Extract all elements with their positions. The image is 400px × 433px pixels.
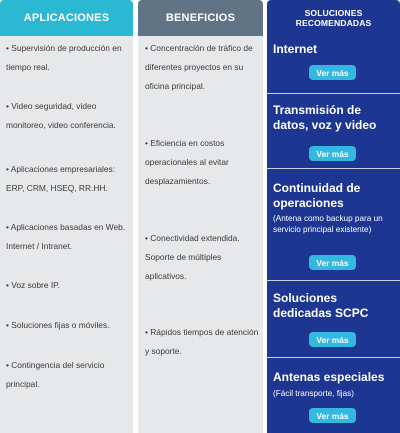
aplicaciones-item: • Video seguridad, video monitoreo, video conferencia.	[6, 101, 116, 130]
aplicaciones-item: • Contingencia del servicio principal.	[6, 360, 105, 389]
aplicaciones-item: • Soluciones fijas o móviles.	[6, 320, 110, 330]
beneficios-item: • Concentración de tráfico de diferentes proyectos en su oficina principal.	[145, 43, 253, 91]
solution-card-internet	[267, 36, 400, 93]
solution-card-scpc	[267, 280, 400, 357]
beneficios-list	[138, 36, 263, 433]
aplicaciones-column	[0, 0, 133, 433]
ver-mas-button[interactable]: Ver más	[309, 408, 356, 423]
solution-title: Antenas especiales	[273, 370, 385, 384]
aplicaciones-item: • Aplicaciones empresariales: ERP, CRM, HSEQ, RR.HH.	[6, 164, 116, 193]
solution-title: Continuidad de operaciones	[273, 181, 361, 210]
solution-card-antenas	[267, 357, 400, 433]
soluciones-column	[267, 0, 400, 433]
solution-card-transmision	[267, 93, 400, 168]
solution-title: Transmisión de datos, voz y video	[273, 103, 377, 132]
aplicaciones-item: • Voz sobre IP.	[6, 280, 60, 290]
aplicaciones-item: • Supervisión de producción en tiempo real.	[6, 43, 122, 72]
solution-title: Soluciones dedicadas SCPC	[273, 291, 369, 320]
aplicaciones-list	[0, 36, 133, 433]
ver-mas-button[interactable]: Ver más	[309, 65, 356, 80]
soluciones-list	[267, 36, 400, 433]
beneficios-column	[138, 0, 263, 433]
aplicaciones-header: APLICACIONES	[0, 0, 133, 36]
beneficios-item: • Rápidos tiempos de atención y soporte.	[145, 327, 259, 356]
solution-subtitle: (Antena como backup para un servicio principal existente)	[273, 214, 383, 234]
beneficios-header: BENEFICIOS	[138, 0, 263, 36]
beneficios-item: • Conectividad extendida. Soporte de múltiples aplicativos.	[145, 233, 240, 281]
solution-title: Internet	[273, 42, 318, 56]
aplicaciones-item: • Aplicaciones basadas en Web. Internet / Intranet.	[6, 222, 126, 251]
soluciones-header: SOLUCIONES RECOMENDADAS	[267, 0, 400, 36]
solution-card-continuidad	[267, 168, 400, 280]
ver-mas-button[interactable]: Ver más	[309, 255, 356, 270]
beneficios-item: • Eficiencia en costos operacionales al evitar desplazamientos.	[145, 138, 229, 186]
ver-mas-button[interactable]: Ver más	[309, 332, 356, 347]
ver-mas-button[interactable]: Ver más	[309, 146, 356, 161]
solution-subtitle: (Fácil transporte, fijas)	[273, 389, 354, 398]
